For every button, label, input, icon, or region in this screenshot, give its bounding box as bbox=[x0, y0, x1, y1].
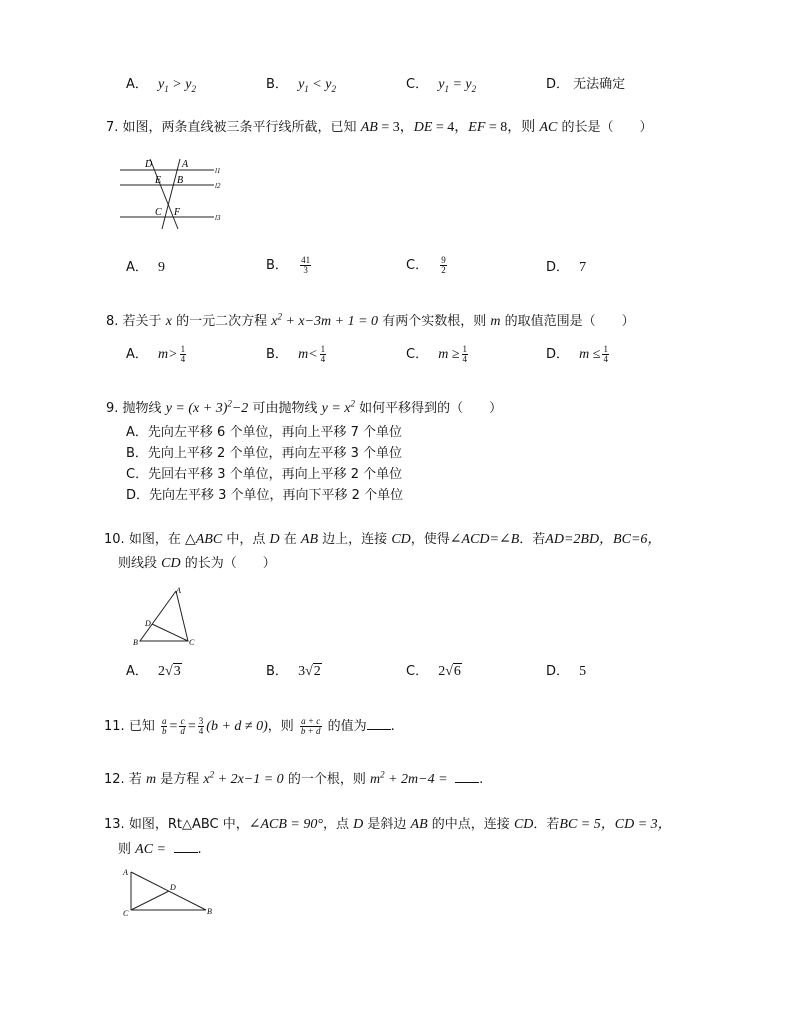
q7-figure bbox=[118, 155, 228, 233]
stem-text: 如图，在 bbox=[128, 532, 181, 547]
q9-option-d[interactable] bbox=[126, 487, 403, 505]
q10-option-d[interactable] bbox=[546, 663, 586, 681]
option-label: A． bbox=[126, 425, 148, 440]
q10-option-c[interactable] bbox=[406, 663, 462, 681]
q9-option-b[interactable] bbox=[126, 445, 402, 463]
math-equation: $y = x^2$ bbox=[321, 398, 355, 416]
denominator: b + d bbox=[300, 726, 321, 736]
stem-text: ，使得 bbox=[410, 532, 450, 547]
numerator: 3 bbox=[198, 716, 204, 726]
q9-option-a[interactable] bbox=[126, 424, 402, 442]
math-ab: AB bbox=[360, 120, 378, 135]
denominator: 4 bbox=[603, 354, 608, 364]
option-fraction bbox=[440, 256, 447, 275]
numerator: 1 bbox=[180, 344, 186, 354]
coefficient: 3 bbox=[298, 664, 306, 679]
q6-b-math: $y_1 < y_2$ bbox=[298, 77, 336, 94]
math-angle: ∠ACD=∠B bbox=[449, 532, 520, 547]
q8-stem bbox=[106, 313, 635, 331]
fig-label-e: E bbox=[155, 175, 162, 186]
stem-text: 如何平移得到的（ ） bbox=[359, 401, 503, 416]
option-value: 9 bbox=[158, 260, 166, 275]
q7-option-b[interactable] bbox=[266, 256, 313, 275]
math-condition: BC = 5，CD = 3， bbox=[559, 817, 672, 832]
fig-label-d: D bbox=[145, 159, 153, 170]
option-label: A． bbox=[126, 347, 148, 362]
option-value: 5 bbox=[579, 664, 587, 679]
q6-option-b[interactable] bbox=[266, 76, 336, 94]
option-fraction bbox=[180, 345, 187, 364]
math-var: x bbox=[165, 314, 172, 329]
option-label: A． bbox=[126, 260, 148, 275]
equation: y = (x + 3) bbox=[165, 401, 228, 416]
q8-option-d[interactable] bbox=[546, 345, 611, 364]
denominator: 4 bbox=[462, 354, 468, 364]
equation-tail: −2 bbox=[231, 401, 249, 416]
fraction-c-d bbox=[179, 717, 186, 736]
denominator: d bbox=[180, 726, 185, 736]
fig-label-a: A bbox=[182, 159, 189, 170]
math-target: AC = bbox=[135, 842, 170, 857]
q6-option-c[interactable] bbox=[406, 76, 476, 94]
operator: ≥ bbox=[451, 347, 460, 362]
stem-text: 的中点，连接 bbox=[431, 817, 510, 832]
stem-text: 的值为 bbox=[327, 719, 367, 734]
stem-text: 若关于 bbox=[122, 314, 162, 329]
operator: > bbox=[168, 347, 178, 362]
option-fraction bbox=[462, 345, 469, 364]
math-segment: AB bbox=[410, 817, 428, 832]
fig-label-c: C bbox=[123, 909, 129, 918]
numerator: 9 bbox=[441, 255, 446, 265]
fig-label-b: B bbox=[207, 907, 212, 916]
math-point: D bbox=[353, 817, 364, 832]
question-number: 8. bbox=[106, 314, 119, 329]
denominator: 3 bbox=[303, 265, 308, 275]
option-label: B． bbox=[266, 347, 288, 362]
q10-option-b[interactable] bbox=[266, 663, 322, 681]
q6-option-a[interactable] bbox=[126, 76, 196, 94]
stem-text: 在 bbox=[283, 532, 297, 547]
option-radical: 3√2 bbox=[298, 664, 321, 679]
stem-text: ．若 bbox=[519, 532, 546, 547]
option-label: B． bbox=[266, 664, 288, 679]
stem-text: . bbox=[390, 719, 395, 734]
q13-figure bbox=[118, 864, 222, 920]
q7-option-a[interactable] bbox=[126, 259, 165, 277]
q10-option-a[interactable] bbox=[126, 663, 182, 681]
fig-label-b: B bbox=[177, 175, 184, 186]
stem-text: 是斜边 bbox=[367, 817, 407, 832]
option-label: C． bbox=[406, 77, 429, 92]
stem-text: . bbox=[197, 842, 202, 857]
option-label: B． bbox=[266, 77, 288, 92]
question-number: 12. bbox=[104, 772, 125, 787]
numerator: c bbox=[180, 716, 185, 726]
question-number: 10. bbox=[104, 532, 125, 547]
denominator: 4 bbox=[198, 726, 204, 736]
stem-text: 的长为（ ） bbox=[184, 556, 276, 571]
fig-label-a: A bbox=[123, 868, 128, 877]
expression-tail: + 2m−4 = bbox=[384, 772, 452, 787]
q9-stem bbox=[106, 400, 502, 418]
option-label: D． bbox=[546, 347, 570, 362]
math-ef: EF bbox=[468, 120, 486, 135]
coefficient: 2 bbox=[158, 664, 166, 679]
numerator: 1 bbox=[320, 344, 326, 354]
math-segment: AB bbox=[300, 532, 319, 547]
answer-blank[interactable] bbox=[174, 840, 198, 853]
option-text: 先向左平移 3 个单位，再向下平移 2 个单位 bbox=[149, 488, 404, 503]
q10-stem-line1 bbox=[104, 531, 661, 549]
math-angle: ∠ACB = 90° bbox=[248, 817, 323, 832]
equation-tail: + 2x−1 = 0 bbox=[214, 772, 284, 787]
option-label: C． bbox=[126, 467, 149, 482]
numerator: 1 bbox=[462, 344, 468, 354]
fig-label-l1: l1 bbox=[215, 167, 221, 175]
radicand: 2 bbox=[313, 664, 321, 679]
option-math: m> bbox=[158, 347, 178, 362]
question-number: 7. bbox=[106, 120, 119, 135]
equation: y = x bbox=[321, 401, 351, 416]
stem-text: 如图，两条直线被三条平行线所截，已知 bbox=[122, 120, 357, 135]
option-fraction bbox=[300, 256, 311, 275]
numerator: a + c bbox=[301, 716, 321, 726]
numerator: 1 bbox=[603, 344, 608, 354]
q7-option-d[interactable] bbox=[546, 259, 586, 277]
q8-option-c[interactable] bbox=[406, 345, 470, 364]
math-ac: AC bbox=[539, 120, 558, 135]
option-math: m ≥ bbox=[438, 347, 460, 362]
option-radical: 2√3 bbox=[158, 664, 181, 679]
operator: ≤ bbox=[592, 347, 601, 362]
option-label: D． bbox=[126, 488, 150, 503]
stem-text: 有两个实数根，则 bbox=[382, 314, 487, 329]
stem-text: 已知 bbox=[128, 719, 155, 734]
stem-text: 的长是（ ） bbox=[561, 120, 653, 135]
option-label: D． bbox=[546, 260, 570, 275]
stem-text: 的一个根，则 bbox=[287, 772, 366, 787]
stem-text: 抛物线 bbox=[122, 401, 162, 416]
option-label: B． bbox=[126, 446, 148, 461]
math-equation: $y = (x + 3)^2-2$ bbox=[165, 398, 249, 416]
denominator: 2 bbox=[441, 265, 446, 275]
math-var: m bbox=[490, 314, 501, 329]
stem-text: 的一元二次方程 bbox=[176, 314, 268, 329]
option-math: m ≤ bbox=[579, 347, 601, 362]
option-text: 先向左平移 6 个单位，再向上平移 7 个单位 bbox=[147, 425, 402, 440]
stem-text: 若 bbox=[128, 772, 142, 787]
q13-stem-line1 bbox=[104, 816, 672, 834]
fraction-3-4 bbox=[198, 717, 205, 736]
stem-text: ，则 bbox=[267, 719, 294, 734]
q10-figure bbox=[130, 585, 200, 649]
fraction-target bbox=[300, 717, 322, 736]
option-value: 7 bbox=[579, 260, 587, 275]
fraction-a-b bbox=[161, 717, 168, 736]
math-triangle: △ABC bbox=[184, 532, 223, 547]
coefficient: 2 bbox=[438, 664, 446, 679]
fig-label-c: C bbox=[155, 207, 162, 218]
radicand: 3 bbox=[173, 664, 181, 679]
stem-text: 则线段 bbox=[118, 556, 158, 571]
stem-text: 边上，连接 bbox=[322, 532, 388, 547]
option-fraction bbox=[602, 345, 609, 364]
stem-text: 可由抛物线 bbox=[252, 401, 318, 416]
fig-label-b: B bbox=[133, 638, 138, 647]
math-condition: AD=2BD，BC=6， bbox=[545, 532, 662, 547]
stem-text: 是方程 bbox=[160, 772, 200, 787]
numerator: a bbox=[161, 716, 167, 726]
question-number: 9. bbox=[106, 401, 119, 416]
fig-label-c: C bbox=[189, 638, 195, 647]
q8-option-b[interactable] bbox=[266, 345, 328, 364]
math-equation: $x^2 + 2x-1 = 0$ bbox=[203, 769, 284, 787]
equation-tail: + x−3m + 1 = 0 bbox=[281, 314, 379, 329]
q7-stem bbox=[106, 119, 653, 137]
option-fraction bbox=[320, 345, 327, 364]
operator: < bbox=[308, 347, 318, 362]
math-ef-val: = 8，则 bbox=[485, 120, 536, 135]
fig-label-d: D bbox=[170, 883, 176, 892]
math-equation: $x^2 + x-3m + 1 = 0$ bbox=[271, 311, 379, 329]
fig-label-a: A bbox=[176, 586, 181, 595]
option-label: B． bbox=[266, 258, 288, 273]
answer-blank[interactable] bbox=[455, 770, 479, 783]
math-condition: (b + d ≠ 0) bbox=[206, 719, 268, 734]
math-point: D bbox=[269, 532, 280, 547]
option-label: D． bbox=[546, 664, 570, 679]
math-de-val: = 4， bbox=[432, 120, 469, 135]
stem-text: 中，点 bbox=[226, 532, 266, 547]
stem-text: ．若 bbox=[533, 817, 560, 832]
math-var: m bbox=[145, 772, 157, 787]
q7-option-c[interactable] bbox=[406, 256, 449, 275]
q10-stem-line2 bbox=[118, 555, 276, 573]
option-radical: 2√6 bbox=[438, 664, 461, 679]
fig-label-l2: l2 bbox=[215, 182, 221, 190]
fig-label-f: F bbox=[174, 207, 181, 218]
stem-text: 如图，Rt△ABC 中， bbox=[128, 817, 249, 832]
math-segment: CD bbox=[391, 532, 411, 547]
stem-text: 的取值范围是（ ） bbox=[504, 314, 635, 329]
option-math: m< bbox=[298, 347, 318, 362]
question-number: 13. bbox=[104, 817, 125, 832]
math-de: DE bbox=[413, 120, 433, 135]
math-segment: CD bbox=[513, 817, 534, 832]
option-label: D． bbox=[546, 77, 570, 92]
q9-option-c[interactable] bbox=[126, 466, 402, 484]
fig-label-d: D bbox=[145, 619, 151, 628]
denominator: 4 bbox=[180, 354, 186, 364]
stem-text: ，点 bbox=[322, 817, 349, 832]
option-label: A． bbox=[126, 77, 148, 92]
fig-label-l3: l3 bbox=[215, 214, 221, 222]
denominator: b bbox=[161, 726, 167, 736]
option-text: 先回右平移 3 个单位，再向上平移 2 个单位 bbox=[148, 467, 403, 482]
q11-stem: 11. 已知 $\frac{a}{b}$ = $\frac{c}{d}$ = $\frac{3}{4}$ (b + d ≠ 0)，则 $\frac{a + c}{b + d}$ 的值为 . bbox=[104, 716, 395, 736]
option-label: C． bbox=[406, 258, 429, 273]
math-expression: $m^2 + 2m-4$ = bbox=[369, 769, 452, 787]
option-label: A． bbox=[126, 664, 148, 679]
q6-a-math: $y_1 > y_2$ bbox=[158, 77, 196, 94]
option-text: 先向上平移 2 个单位，再向左平移 3 个单位 bbox=[147, 446, 402, 461]
math-segment: CD bbox=[161, 556, 181, 571]
numerator: 41 bbox=[301, 255, 311, 265]
q12-stem bbox=[104, 770, 483, 789]
q6-c-math: $y_1 = y_2$ bbox=[438, 77, 477, 94]
stem-text: . bbox=[479, 772, 484, 787]
math-ab-val: = 3， bbox=[377, 120, 414, 135]
q13-stem-line2 bbox=[118, 840, 202, 859]
stem-text: 则 bbox=[118, 842, 132, 857]
question-number: 11. bbox=[104, 719, 125, 734]
option-label: C． bbox=[406, 664, 429, 679]
option-label: C． bbox=[406, 347, 429, 362]
option-text: 无法确定 bbox=[573, 77, 626, 92]
radicand: 6 bbox=[453, 664, 461, 679]
answer-blank[interactable] bbox=[367, 717, 391, 730]
q6-option-d[interactable] bbox=[546, 76, 625, 94]
denominator: 4 bbox=[320, 354, 326, 364]
q8-option-a[interactable] bbox=[126, 345, 188, 364]
